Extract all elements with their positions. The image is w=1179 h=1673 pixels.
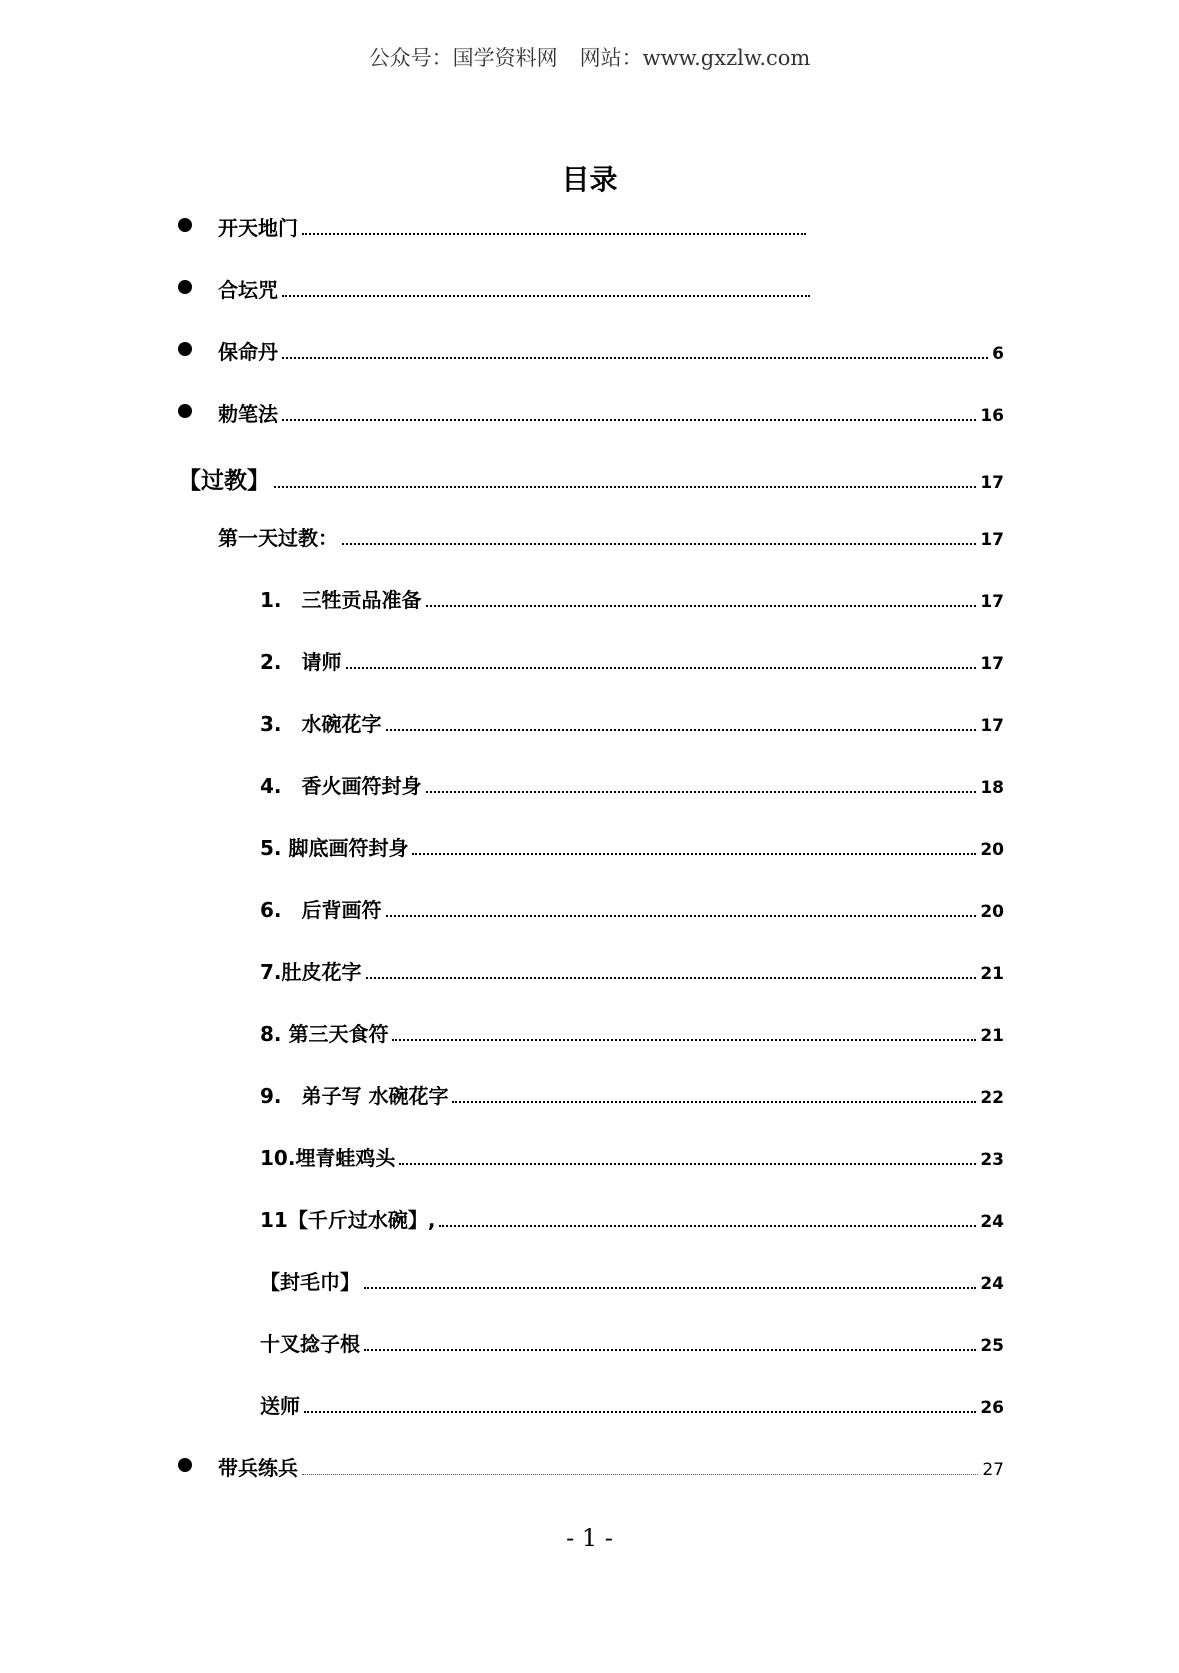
toc-entry[interactable]: [0, 1204, 1179, 1234]
page-title: 目录: [561, 163, 618, 196]
toc-page: 6: [992, 344, 1004, 364]
toc-leader: [364, 1348, 976, 1351]
toc-label: 【封毛巾】: [260, 1270, 360, 1294]
toc-entry[interactable]: [0, 336, 1179, 366]
toc-page: 23: [980, 1150, 1004, 1170]
toc-label: 保命丹: [218, 340, 278, 364]
bullet-icon: [178, 280, 192, 294]
page-number: - 1 -: [566, 1524, 613, 1552]
toc-entry[interactable]: [0, 522, 1179, 552]
toc-leader: [346, 666, 977, 669]
toc-entry[interactable]: [0, 1018, 1179, 1048]
bullet-icon: [178, 404, 192, 418]
toc-label: 3. 水碗花字: [260, 712, 382, 736]
toc-entry[interactable]: [0, 1452, 1179, 1482]
toc-leader: [302, 1473, 978, 1475]
toc-leader: [282, 356, 988, 359]
toc-label: 2. 请师: [260, 650, 342, 674]
toc-label: 1. 三牲贡品准备: [260, 588, 422, 612]
bullet-icon: [178, 1458, 192, 1472]
toc-label: 8. 第三天食符: [260, 1022, 389, 1046]
toc-page: 17: [980, 530, 1004, 550]
toc-leader: [366, 976, 977, 979]
toc-leader: [274, 485, 976, 488]
toc-leader: [392, 1038, 976, 1041]
bullet-icon: [178, 218, 192, 232]
toc-page: 22: [980, 1088, 1004, 1108]
toc-label: 送师: [260, 1394, 300, 1418]
header-account: 公众号：国学资料网: [368, 46, 558, 70]
toc-label: 6. 后背画符: [260, 898, 382, 922]
toc-page: 21: [980, 1026, 1004, 1046]
toc-entry[interactable]: [0, 1328, 1179, 1358]
toc-entry[interactable]: [0, 398, 1179, 428]
toc-entry[interactable]: [0, 708, 1179, 738]
toc-label: 7.肚皮花字: [260, 960, 362, 984]
toc-page: 25: [980, 1336, 1004, 1356]
toc-entry[interactable]: [0, 1142, 1179, 1172]
toc-leader: [304, 1410, 976, 1413]
toc-leader: [412, 852, 976, 855]
toc-leader: [386, 728, 977, 731]
toc-entry[interactable]: [0, 1080, 1179, 1110]
toc-entry[interactable]: [0, 212, 1179, 242]
toc-entry[interactable]: [0, 1266, 1179, 1296]
toc-leader: [426, 790, 977, 793]
toc-leader: [426, 604, 977, 607]
toc-page: 24: [980, 1212, 1004, 1232]
toc-label: 开天地门: [218, 216, 298, 240]
toc-leader: [342, 542, 976, 545]
toc-label: 10.埋青蛙鸡头: [260, 1146, 396, 1170]
toc-page: 17: [980, 473, 1004, 493]
toc-entry[interactable]: [0, 956, 1179, 986]
toc-page: 17: [980, 654, 1004, 674]
toc-leader: [399, 1162, 976, 1165]
toc-page: 17: [980, 592, 1004, 612]
toc-page: 27: [982, 1460, 1004, 1480]
toc-label: 合坛咒: [218, 278, 278, 302]
toc-entry[interactable]: [0, 1390, 1179, 1420]
toc-leader: [302, 232, 806, 235]
header-website: 网站：www.gxzlw.com: [579, 46, 811, 70]
toc-label: 11【千斤过水碗】,: [260, 1208, 436, 1232]
toc-leader: [364, 1286, 976, 1289]
toc-page: 20: [980, 840, 1004, 860]
toc-label: 第一天过教：: [218, 526, 338, 550]
toc-page: 26: [980, 1398, 1004, 1418]
toc-label: 十叉捻子根: [260, 1332, 360, 1356]
toc-leader: [282, 418, 976, 421]
toc-label: 带兵练兵: [218, 1456, 298, 1480]
toc-label: 5. 脚底画符封身: [260, 836, 409, 860]
toc-page: 21: [980, 964, 1004, 984]
toc-leader: [386, 914, 977, 917]
toc-entry[interactable]: [0, 832, 1179, 862]
toc-page: 16: [980, 406, 1004, 426]
page-header: [0, 42, 1179, 72]
toc-page: 18: [980, 778, 1004, 798]
toc-page: 24: [980, 1274, 1004, 1294]
toc-entry[interactable]: [0, 770, 1179, 800]
toc-leader: [439, 1224, 976, 1227]
toc-label: 9. 弟子写 水碗花字: [260, 1084, 449, 1108]
bullet-icon: [178, 342, 192, 356]
toc-entry[interactable]: [0, 646, 1179, 676]
toc-label: 【过教】: [178, 468, 270, 494]
toc-page: 17: [980, 716, 1004, 736]
toc-page: 20: [980, 902, 1004, 922]
toc-entry[interactable]: [0, 894, 1179, 924]
toc-entry[interactable]: [0, 584, 1179, 614]
toc-entry[interactable]: [0, 462, 1179, 492]
toc-entry[interactable]: [0, 274, 1179, 304]
toc-label: 4. 香火画符封身: [260, 774, 422, 798]
toc-leader: [282, 294, 810, 297]
toc-leader: [452, 1100, 976, 1103]
toc-label: 勅笔法: [218, 402, 278, 426]
